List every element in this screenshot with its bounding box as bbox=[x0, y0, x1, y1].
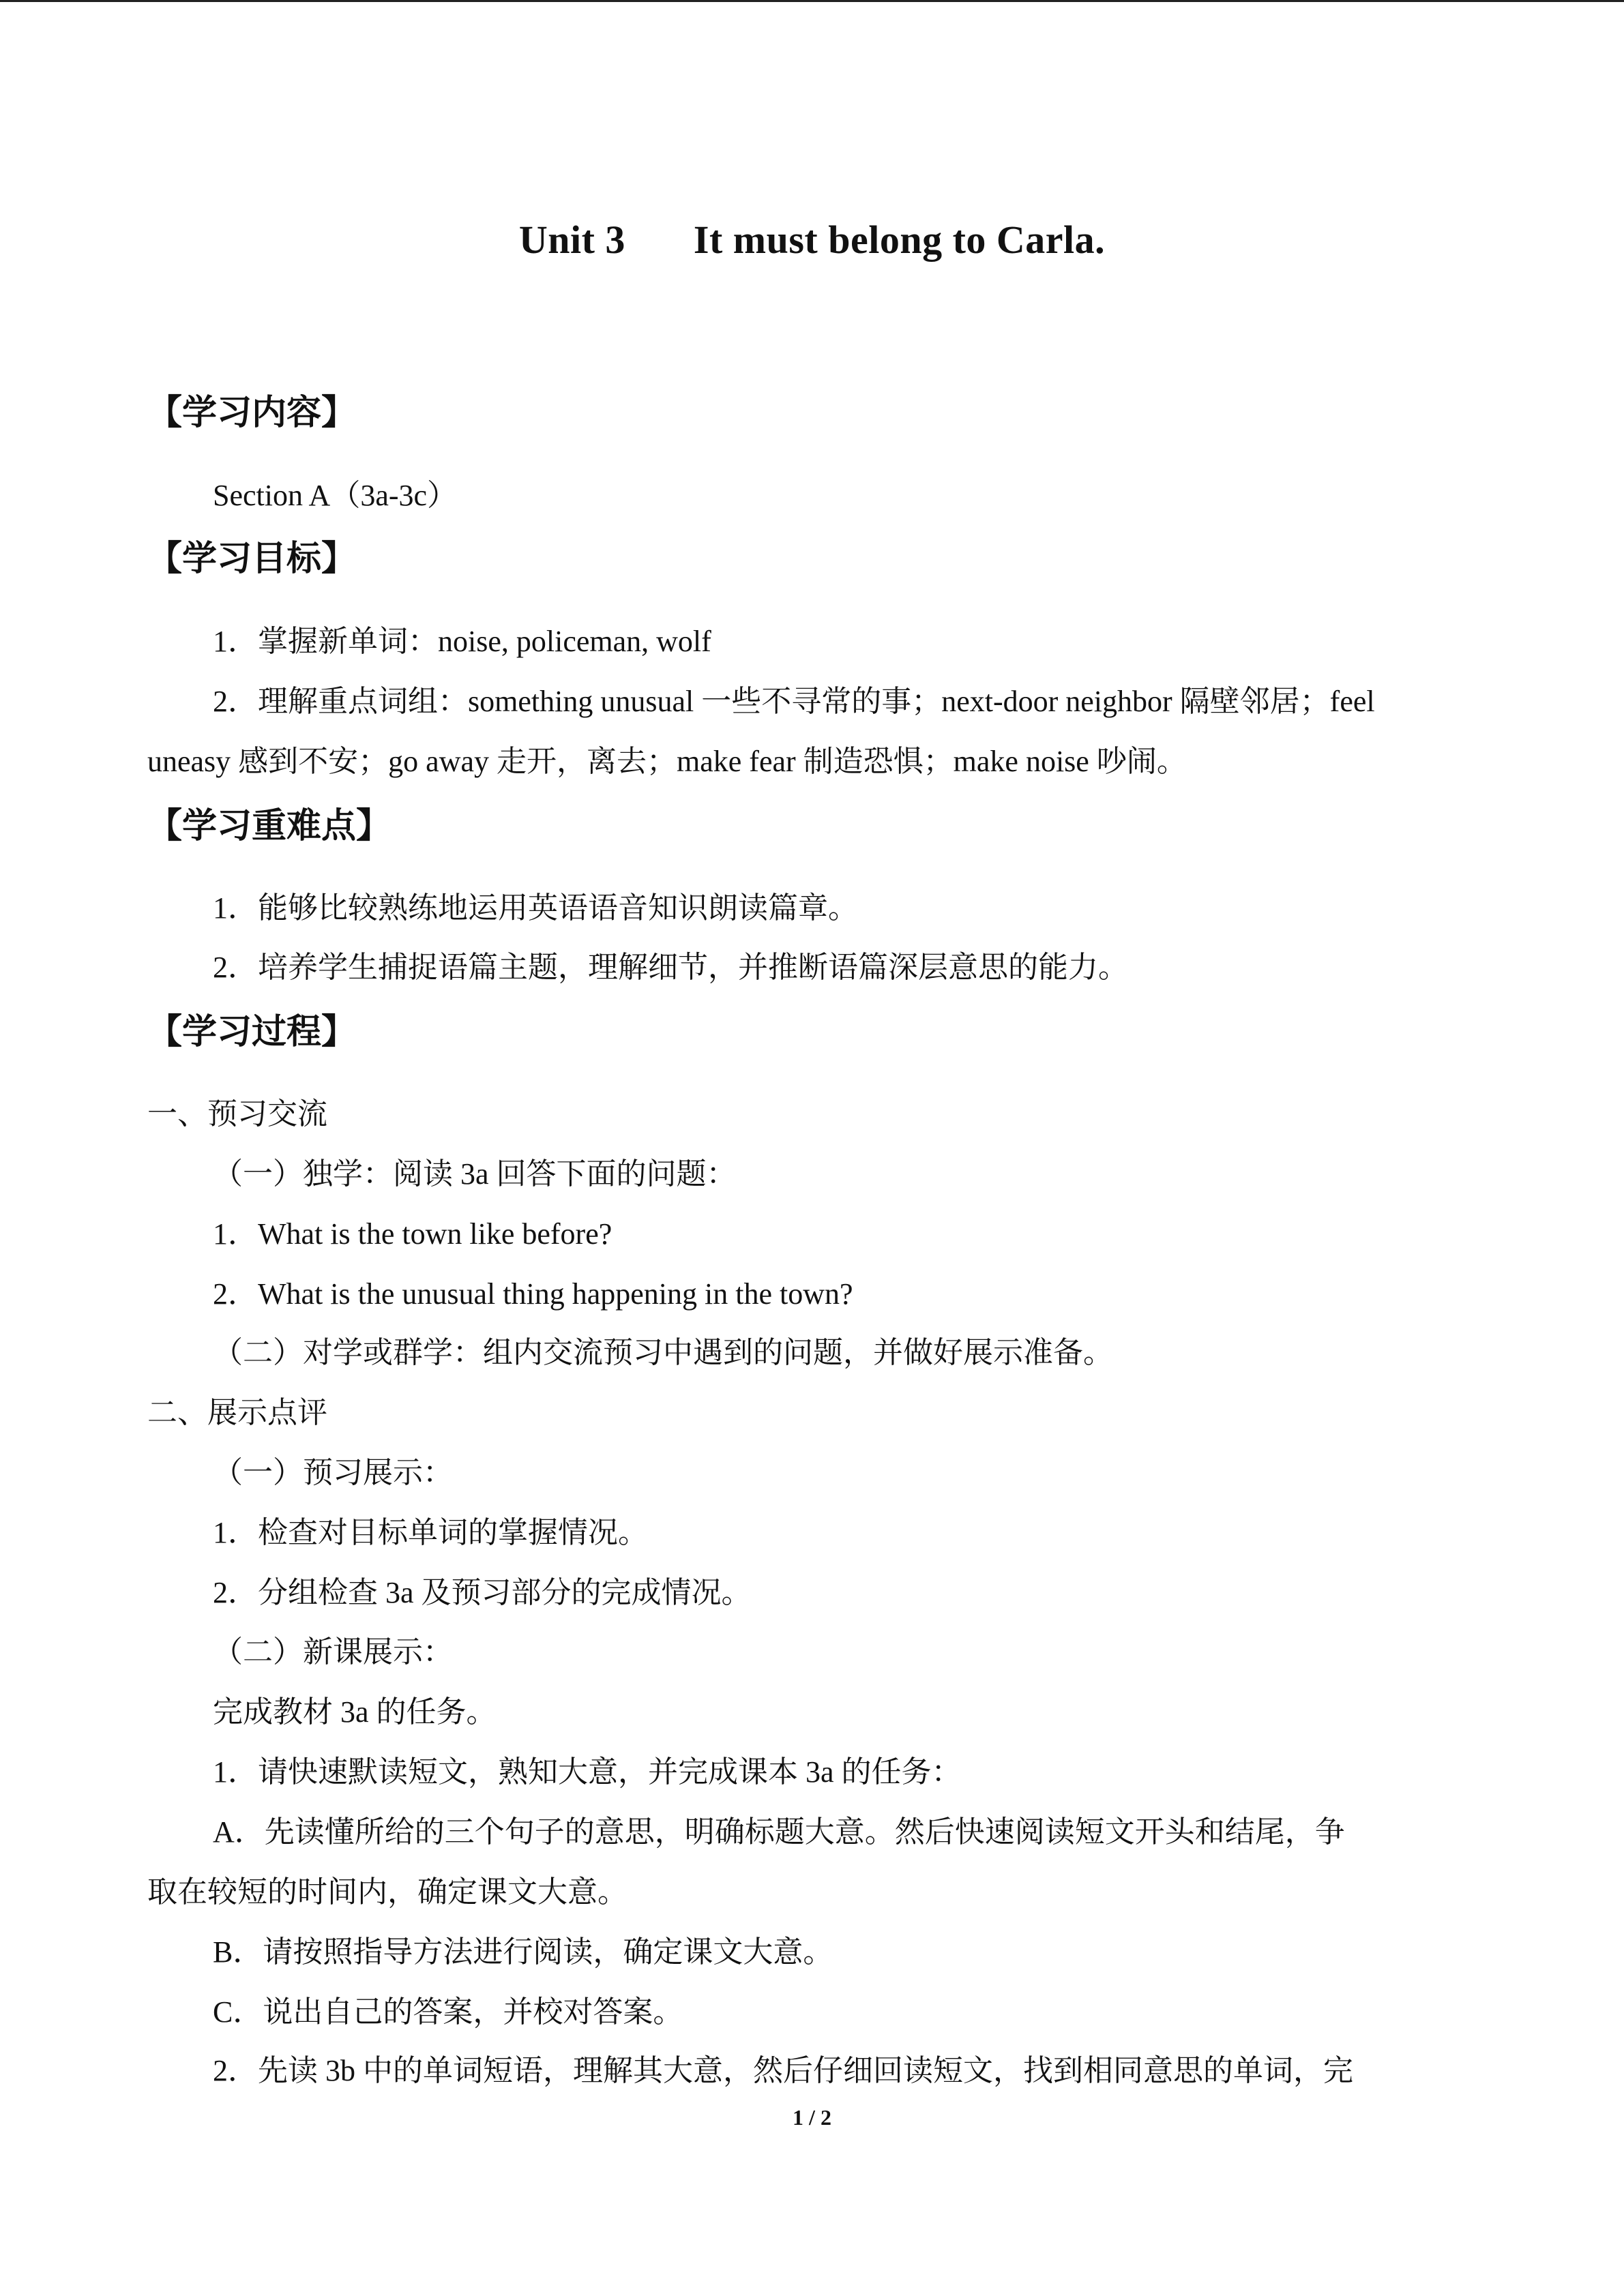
part2-subsection-1: （一）预习展示： bbox=[213, 1456, 453, 1489]
part1-subsection-1: （一）独学：阅读 3a 回答下面的问题： bbox=[213, 1157, 737, 1191]
part2-step-c: C．说出自己的答案，并校对答案。 bbox=[213, 1995, 683, 2029]
part2-title: 二、展示点评 bbox=[147, 1396, 327, 1429]
part2-subsection-2: （二）新课展示： bbox=[213, 1635, 453, 1669]
key-point-2: 2．培养学生捕捉语篇主题，理解细节，并推断语篇深层意思的能力。 bbox=[213, 951, 1128, 984]
page-title bbox=[0, 217, 1624, 263]
goal-item-2-line1: 2．理解重点词组：something unusual 一些不寻常的事；next-door neighbor 隔壁邻居；feel bbox=[213, 685, 1375, 718]
part2-item-2: 2．分组检查 3a 及预习部分的完成情况。 bbox=[213, 1576, 752, 1609]
part1-question-2: 2．What is the unusual thing happening in the town? bbox=[213, 1277, 853, 1311]
page-number: 1 / 2 bbox=[793, 2105, 831, 2130]
title-text: It must belong to Carla. bbox=[693, 218, 1106, 262]
learning-content-text: Section A（3a-3c） bbox=[213, 479, 458, 512]
goal-item-2-line2: uneasy 感到不安；go away 走开，离去；make fear 制造恐惧；make noise 吵闹。 bbox=[147, 745, 1187, 778]
part2-step-1: 1．请快速默读短文，熟知大意，并完成课本 3a 的任务： bbox=[213, 1755, 962, 1789]
heading-learning-content: 【学习内容】 bbox=[147, 393, 357, 433]
part1-title: 一、预习交流 bbox=[147, 1097, 327, 1131]
part2-step-a-line2: 取在较短的时间内，确定课文大意。 bbox=[147, 1875, 628, 1909]
part2-task: 完成教材 3a 的任务。 bbox=[213, 1695, 497, 1729]
key-point-1: 1．能够比较熟练地运用英语语音知识朗读篇章。 bbox=[213, 891, 858, 925]
top-border-line bbox=[0, 0, 1624, 2]
part1-question-1: 1．What is the town like before? bbox=[213, 1217, 612, 1251]
part2-item-1: 1．检查对目标单词的掌握情况。 bbox=[213, 1516, 648, 1549]
part1-subsection-2: （二）对学或群学：组内交流预习中遇到的问题，并做好展示准备。 bbox=[213, 1336, 1113, 1369]
heading-learning-process: 【学习过程】 bbox=[147, 1012, 357, 1052]
heading-learning-goals: 【学习目标】 bbox=[147, 539, 357, 579]
part2-step-a-line1: A．先读懂所给的三个句子的意思，明确标题大意。然后快速阅读短文开头和结尾，争 bbox=[213, 1815, 1345, 1849]
heading-key-points: 【学习重难点】 bbox=[147, 806, 392, 846]
goal-item-1: 1．掌握新单词：noise, policeman, wolf bbox=[213, 625, 711, 658]
part2-step-b: B．请按照指导方法进行阅读，确定课文大意。 bbox=[213, 1935, 833, 1969]
part2-step-2: 2．先读 3b 中的单词短语，理解其大意，然后仔细回读短文，找到相同意思的单词，完 bbox=[213, 2054, 1353, 2087]
title-unit: Unit 3 bbox=[518, 218, 625, 262]
